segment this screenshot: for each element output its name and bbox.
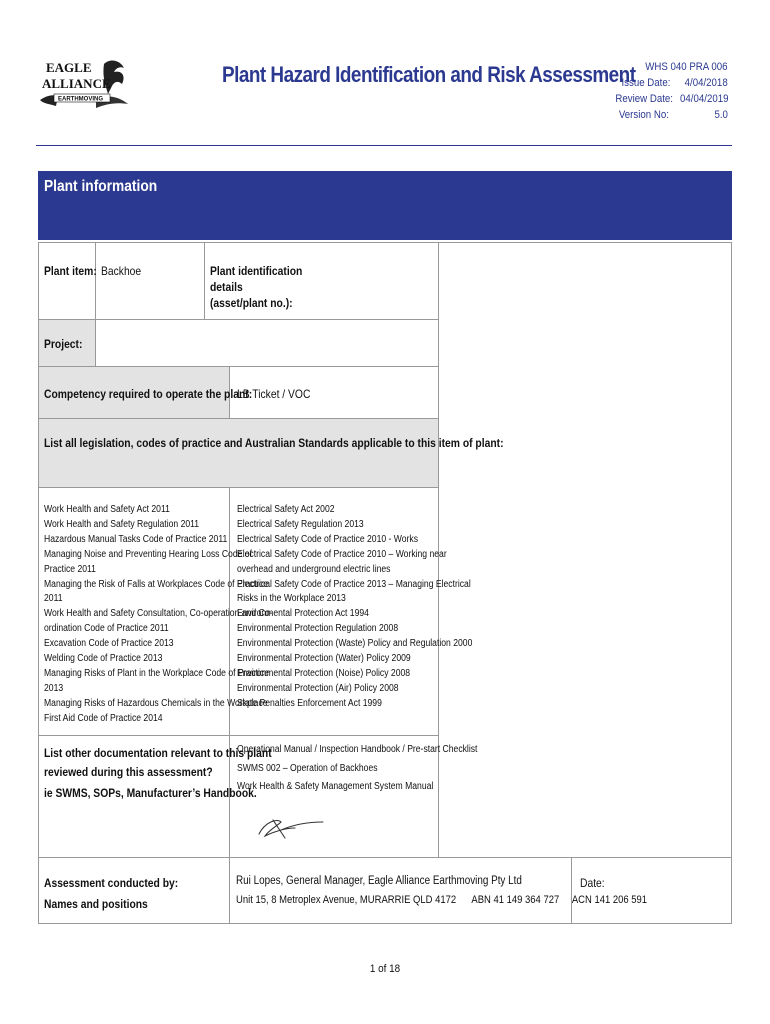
assessment-label-line2: Names and positions [44, 897, 148, 911]
legislation-item: Hazardous Manual Tasks Code of Practice 2011 [44, 533, 228, 545]
plant-item-label: Plant item: [44, 264, 97, 278]
table-rule [38, 857, 732, 858]
section-title: Plant information [44, 178, 158, 195]
table-rule [38, 366, 438, 367]
table-rule [731, 242, 732, 924]
table-rule [38, 418, 438, 419]
legislation-item: 2013 [44, 682, 64, 694]
legislation-item: Welding Code of Practice 2013 [44, 653, 163, 664]
competency-value: LB Ticket / VOC [237, 387, 311, 401]
legislation-item: Work Health and Safety Consultation, Co-operation and Co- [44, 608, 273, 620]
table-rule [204, 242, 205, 320]
table-rule [38, 487, 438, 488]
legislation-label: List all legislation, codes of practice and Australian Standards applicable to this item of plant: [44, 436, 504, 450]
legislation-item: overhead and underground electric lines [237, 563, 391, 575]
table-rule [38, 242, 39, 924]
documentation-item: Operational Manual / Inspection Handbook / Pre-start Checklist [237, 744, 478, 755]
legislation-item: Electrical Safety Code of Practice 2010 - Works [237, 533, 419, 545]
issue-date-label: Issue Date: [621, 77, 671, 89]
legislation-item: Electrical Safety Code of Practice 2010 – Working near [237, 548, 447, 560]
legislation-item: ordination Code of Practice 2011 [44, 623, 169, 635]
plant-id-label-line3: (asset/plant no.): [210, 296, 293, 310]
legislation-item: Excavation Code of Practice 2013 [44, 638, 174, 650]
competency-label: Competency required to operate the plant: [44, 387, 253, 401]
table-rule [38, 735, 438, 736]
plant-item-value: Backhoe [101, 264, 142, 278]
legislation-item: Electrical Safety Act 2002 [237, 504, 335, 515]
version-value: 5.0 [714, 109, 728, 121]
legislation-item: First Aid Code of Practice 2014 [44, 712, 163, 724]
company-logo [36, 56, 136, 126]
legislation-item: State Penalties Enforcement Act 1999 [237, 697, 382, 709]
legislation-item: Environmental Protection (Water) Policy 2009 [237, 653, 411, 664]
documentation-label-line1: List other documentation relevant to this plant [44, 746, 272, 760]
version-number [619, 109, 728, 121]
documentation-label-line2: reviewed during this assessment? [44, 765, 213, 779]
plant-id-label-line1: Plant identification [210, 264, 303, 278]
legislation-item: Electrical Safety Code of Practice 2013 – Managing Electrical [237, 578, 471, 590]
legislation-item: Environmental Protection (Air) Policy 2008 [237, 682, 399, 694]
legislation-item: Environmental Protection (Noise) Policy 2008 [237, 667, 411, 679]
legislation-item: Managing the Risk of Falls at Workplaces Code of Practice [44, 578, 269, 590]
page-number: 1 of 18 [369, 963, 401, 975]
svg-text:ALLIANCE: ALLIANCE [42, 76, 111, 91]
signature [255, 814, 325, 842]
svg-text:EAGLE: EAGLE [46, 60, 92, 75]
issue-date [622, 77, 728, 89]
header-divider [36, 145, 732, 146]
table-rule [38, 242, 732, 243]
table-rule [571, 857, 572, 924]
plant-id-label-line2: details [210, 280, 243, 294]
documentation-label-line3: ie SWMS, SOPs, Manufacturer’s Handbook. [44, 786, 257, 800]
legislation-item: Environmental Protection (Waste) Policy and Regulation 2000 [237, 638, 473, 650]
project-label: Project: [44, 337, 83, 351]
legislation-item: Managing Risks of Plant in the Workplace Code of Practice [44, 667, 269, 679]
legislation-item: Environmental Protection Act 1994 [237, 608, 369, 620]
legislation-item: Electrical Safety Regulation 2013 [237, 518, 364, 530]
legislation-label-cell [39, 419, 438, 487]
assessment-label-line1: Assessment conducted by: [44, 876, 179, 890]
date-label: Date: [580, 876, 605, 890]
documentation-item: SWMS 002 – Operation of Backhoes [237, 762, 378, 774]
legislation-item: Environmental Protection Regulation 2008 [237, 623, 399, 635]
assessor-name: Rui Lopes, General Manager, Eagle Alliance Earthmoving Pty Ltd [236, 875, 522, 887]
legislation-item: Managing Risks of Hazardous Chemicals in the Workplace [44, 697, 268, 709]
table-rule [38, 319, 438, 320]
review-date-label: Review Date: [614, 93, 673, 105]
legislation-item: Work Health and Safety Act 2011 [44, 504, 170, 515]
table-rule [38, 923, 732, 924]
assessor-address: Unit 15, 8 Metroplex Avenue, MURARRIE QLD 4172 ABN 41 149 364 727 ACN 141 206 591 [236, 894, 648, 906]
legislation-item: 2011 [44, 593, 63, 605]
issue-date-value: 4/04/2018 [684, 77, 728, 89]
legislation-item: Managing Noise and Preventing Hearing Loss Code of [44, 548, 252, 560]
document-title: Plant Hazard Identification and Risk Assessment [222, 62, 636, 87]
legislation-item: Risks in the Workplace 2013 [237, 593, 346, 605]
document-code: WHS 040 PRA 006 [645, 61, 728, 73]
svg-text:EARTHMOVING: EARTHMOVING [58, 96, 103, 103]
legislation-item: Practice 2011 [44, 563, 96, 575]
version-label: Version No: [618, 109, 669, 121]
review-date-value: 04/04/2019 [679, 93, 728, 105]
review-date [615, 93, 728, 105]
legislation-item: Work Health and Safety Regulation 2011 [44, 518, 200, 530]
table-rule [95, 242, 96, 367]
documentation-item: Work Health & Safety Management System Manual [237, 781, 434, 792]
